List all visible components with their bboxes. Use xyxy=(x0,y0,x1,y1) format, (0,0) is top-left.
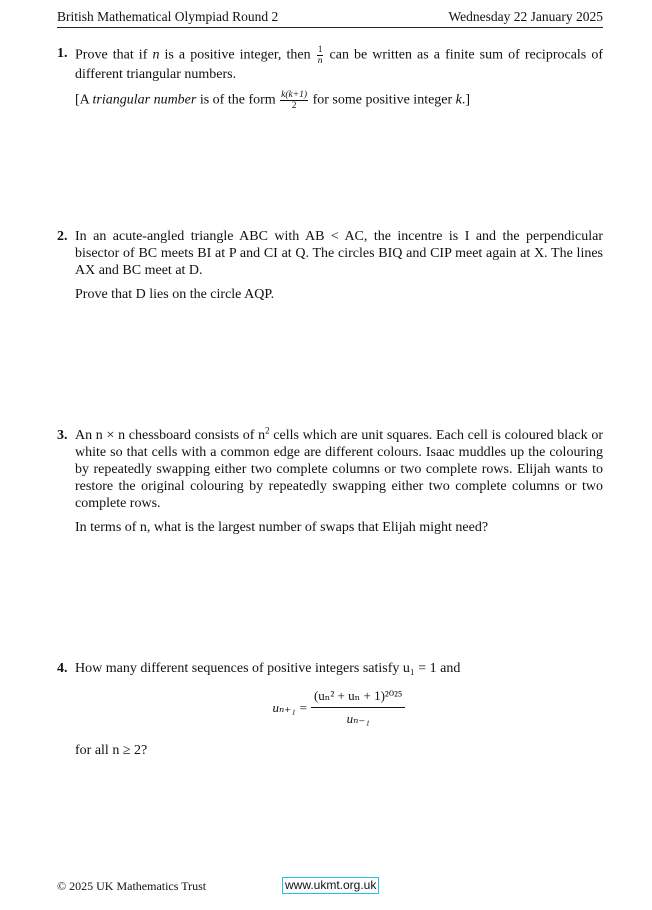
problem-number: 3. xyxy=(57,428,68,443)
fraction: $\frac{k(k+1)}{2}$ xyxy=(281,90,308,111)
recurrence-equation: uₙ₊₁ = $\frac{\text{(uₙ² + uₙ + 1)²⁰²⁵}}{\text{uₙ₋₁}}$ xyxy=(75,687,603,728)
problem-1 xyxy=(57,45,603,118)
page-header xyxy=(57,9,603,28)
problem-3 xyxy=(57,427,603,543)
problem-1-definition: [A triangular number is of the form $\frac{k(k+1)}{2}$ for some positive integer k.] xyxy=(75,90,471,111)
problem-4-statement: How many different sequences of positive integers satisfy u₁ = 1 and xyxy=(75,661,461,676)
problem-number: 2. xyxy=(57,229,68,244)
problem-3-question: In terms of n, what is the largest number of swaps that Elijah might need? xyxy=(75,520,489,535)
ukmt-website-link[interactable]: www.ukmt.org.uk xyxy=(282,877,379,894)
problem-4-condition: for all n ≥ 2? xyxy=(75,743,148,758)
problem-2-question: Prove that D lies on the circle AQP. xyxy=(75,287,275,302)
exam-date: Wednesday 22 January 2025 xyxy=(448,9,603,24)
problem-number: 4. xyxy=(57,661,68,676)
competition-title: British Mathematical Olympiad Round 2 xyxy=(57,9,279,24)
copyright: © 2025 UK Mathematics Trust xyxy=(57,879,207,893)
problem-2-statement: In an acute-angled triangle ABC with AB < AC, the incentre is I and the perpendicular bisector of BC meets BI at P and CI at Q. The circles BIQ and CIP meet again at X. The lines AX and BC meet at D. xyxy=(75,229,603,278)
problem-1-statement: Prove that if n is a positive integer, then $\frac{1}{n}$ can be written as a finite sum of reciprocals of different triangular numbers. xyxy=(75,45,603,82)
problem-4 xyxy=(57,660,603,766)
problem-number: 1. xyxy=(57,46,68,61)
fraction: $\frac{1}{n}$ xyxy=(317,45,323,66)
problem-3-statement: An n × n chessboard consists of $n^2$ cells which are unit squares. Each cell is coloured black or white so that cells with a common edge are different colours. Isaac muddles up the colouring by repeatedly swapping either two complete columns or two complete rows. Elijah wants to restore the original colouring by repeatedly swapping either two complete columns or two complete rows. xyxy=(75,425,603,511)
problem-2 xyxy=(57,228,603,310)
